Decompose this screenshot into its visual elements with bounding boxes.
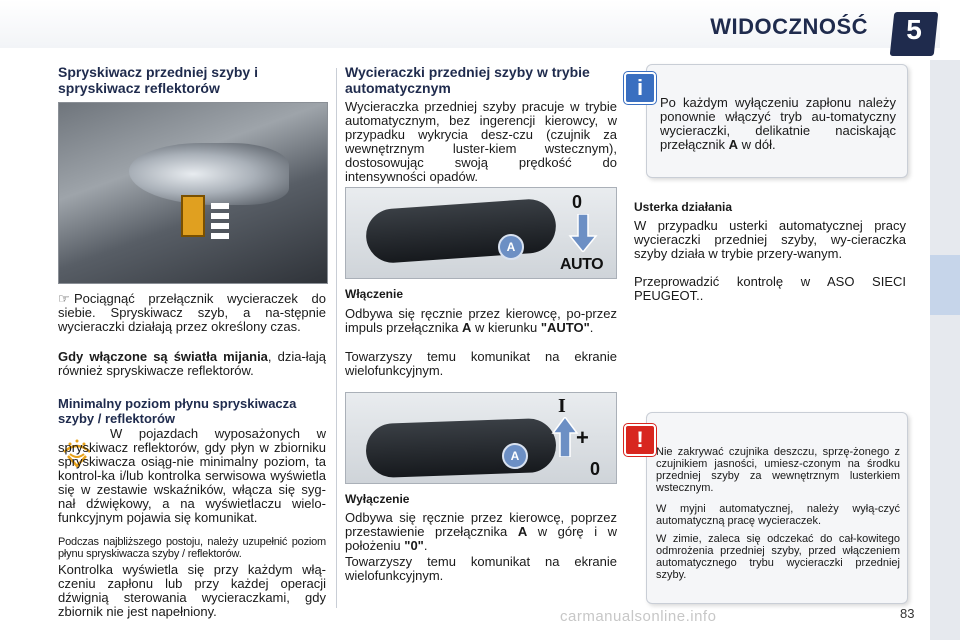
on-text-a: Odbywa się ręcznie przez kierowcę, po-przez impuls przełącznika (345, 306, 617, 335)
info-icon: i (624, 72, 656, 104)
off-text (345, 511, 617, 553)
auto-position-label: AUTO (560, 256, 604, 273)
info-text-a: Po każdym wyłączeniu zapłonu należy ponownie włączyć tryb au-tomatyczny wycieraczki, delikatnie naciskając przełącznik (660, 95, 896, 152)
off-heading: Wyłączenie (345, 492, 410, 506)
headlamp-note-bold: Gdy włączone są światła mijania (58, 349, 268, 364)
bullet-arrow-icon: ☞ (58, 291, 70, 306)
off-text-d: "0" (404, 538, 424, 553)
wiper-stalk (364, 197, 557, 264)
auto-wiper-intro: Wycieraczka przedniej szyby pracuje w trybie automatycznym, bez ingerencji kierowcy, w przypadku wykrycia desz-czu (czujnik za wewnętrznym luster-kiem wstecznym), dostosowując swoją prędkość do intensywności opadów. (345, 99, 617, 184)
washer-heading: Spryskiwacz przedniej szyby i spryskiwacz reflektorów (58, 64, 258, 96)
fault-text: W przypadku usterki automatycznej pracy wycieraczki przedniej szyby, wy-cieraczka szyby działa w trybie przery-wanym. (634, 218, 906, 261)
washer-nozzle-icon (181, 195, 205, 237)
watermark: carmanualsonline.info (560, 608, 717, 625)
on-text-d: "AUTO" (540, 320, 590, 335)
warning-icon: ! (624, 424, 656, 456)
off-text-2: Towarzyszy temu komunikat na ekranie wielofunkcyjnym. (345, 554, 617, 583)
on-text-e: . (589, 320, 594, 335)
off-text-e: . (423, 538, 428, 553)
warning-text-1: Nie zakrywać czujnika deszczu, sprzę-żonego z czujnikiem jasności, umiesz-czonym na środku przedniej szyby za wewnętrznym lusterkiem wstecznym. (656, 446, 900, 494)
wiper-stalk-2 (365, 418, 557, 479)
washer-bullet (58, 292, 326, 334)
on-heading: Włączenie (345, 287, 404, 301)
on-text-b: A (462, 320, 472, 335)
headlamp-note-rest: , dzia-łają również spryskiwacze reflektorów. (58, 349, 327, 378)
on-text (345, 307, 617, 335)
fault-text-2: Przeprowadzić kontrolę w ASO SIECI PEUGEOT.. (634, 274, 906, 303)
side-tab (930, 255, 960, 315)
headlamp-note (58, 350, 326, 378)
position-zero-label-2: 0 (590, 459, 601, 479)
min-level-text: W pojazdach wyposażonych w spryskiwacz reflektorów, gdy płyn w zbiorniku spryskiwacza osiąg-nie minimalny poziom, ta kontrol-ka i/lub kontrolka serwisowa wyświetla się w zestawie wskaźników, włącza się syg-nał dźwiękowy, a na wyświetlaczu wielo-funkcyjnym pojawia się komunikat. (58, 426, 326, 525)
position-zero-label: 0 (572, 192, 583, 212)
page-title: WIDOCZNOŚĆ (710, 14, 868, 39)
auto-stalk-diagram (345, 187, 617, 279)
down-arrow-icon (568, 214, 598, 252)
headlamp-shape (129, 143, 289, 205)
switch-a-knob-2: A (502, 443, 528, 469)
min-level-final: Kontrolka wyświetla się przy każdym włą-czeniu zapłonu lub przy każdej operacji dźwignią sterowania wycieraczkami, gdy zbiornik nie jest napełniony. (58, 562, 326, 619)
off-text-b: A (517, 524, 528, 539)
off-text-c: w górę i w położeniu (345, 524, 618, 553)
min-level-small: Podczas najbliższego postoju, należy uzupełnić poziom płynu spryskiwacza szyby / reflektorów. (58, 536, 326, 560)
info-text-b: A (728, 137, 739, 152)
min-level-heading: Minimalny poziom płynu spryskiwacza szyby / reflektorów (58, 396, 297, 426)
up-arrow-icon (551, 417, 579, 457)
plus-sign: + (576, 425, 589, 450)
column-divider (336, 68, 337, 608)
info-text-c: w dół. (738, 137, 776, 152)
switch-a-knob: A (498, 234, 524, 260)
auto-wiper-heading: Wycieraczki przedniej szyby w trybie automatycznym (345, 64, 590, 96)
chapter-number: 5 (906, 14, 922, 45)
warning-text-2: W myjni automatycznej, należy wyłą-czyć automatyczną pracę wycieraczek. (656, 503, 900, 527)
side-band (930, 60, 960, 640)
headlamp-washer-photo (58, 102, 328, 284)
off-text-a: Odbywa się ręcznie przez kierowcę, poprzez przestawienie przełącznika (345, 510, 617, 539)
on-text-2: Towarzyszy temu komunikat na ekranie wielofunkcyjnym. (345, 349, 617, 378)
spray-arrows-icon (211, 203, 229, 241)
washer-bullet-text: Pociągnąć przełącznik wycieraczek do siebie. Spryskiwacz szyb, a na-stępnie wycieraczki działają przez określony czas. (58, 291, 326, 334)
on-text-c: w kierunku (471, 320, 541, 335)
off-stalk-diagram (345, 392, 617, 484)
position-one-label: I (558, 395, 566, 417)
info-text (660, 96, 896, 152)
page-number: 83 (900, 606, 915, 621)
fault-heading: Usterka działania (634, 200, 733, 214)
warning-text-3: W zimie, zaleca się odczekać do cał-kowitego odmrożenia przedniej szyby, przed włączeniem automatycznego trybu wycieraczki przedniej szyby. (656, 533, 900, 581)
